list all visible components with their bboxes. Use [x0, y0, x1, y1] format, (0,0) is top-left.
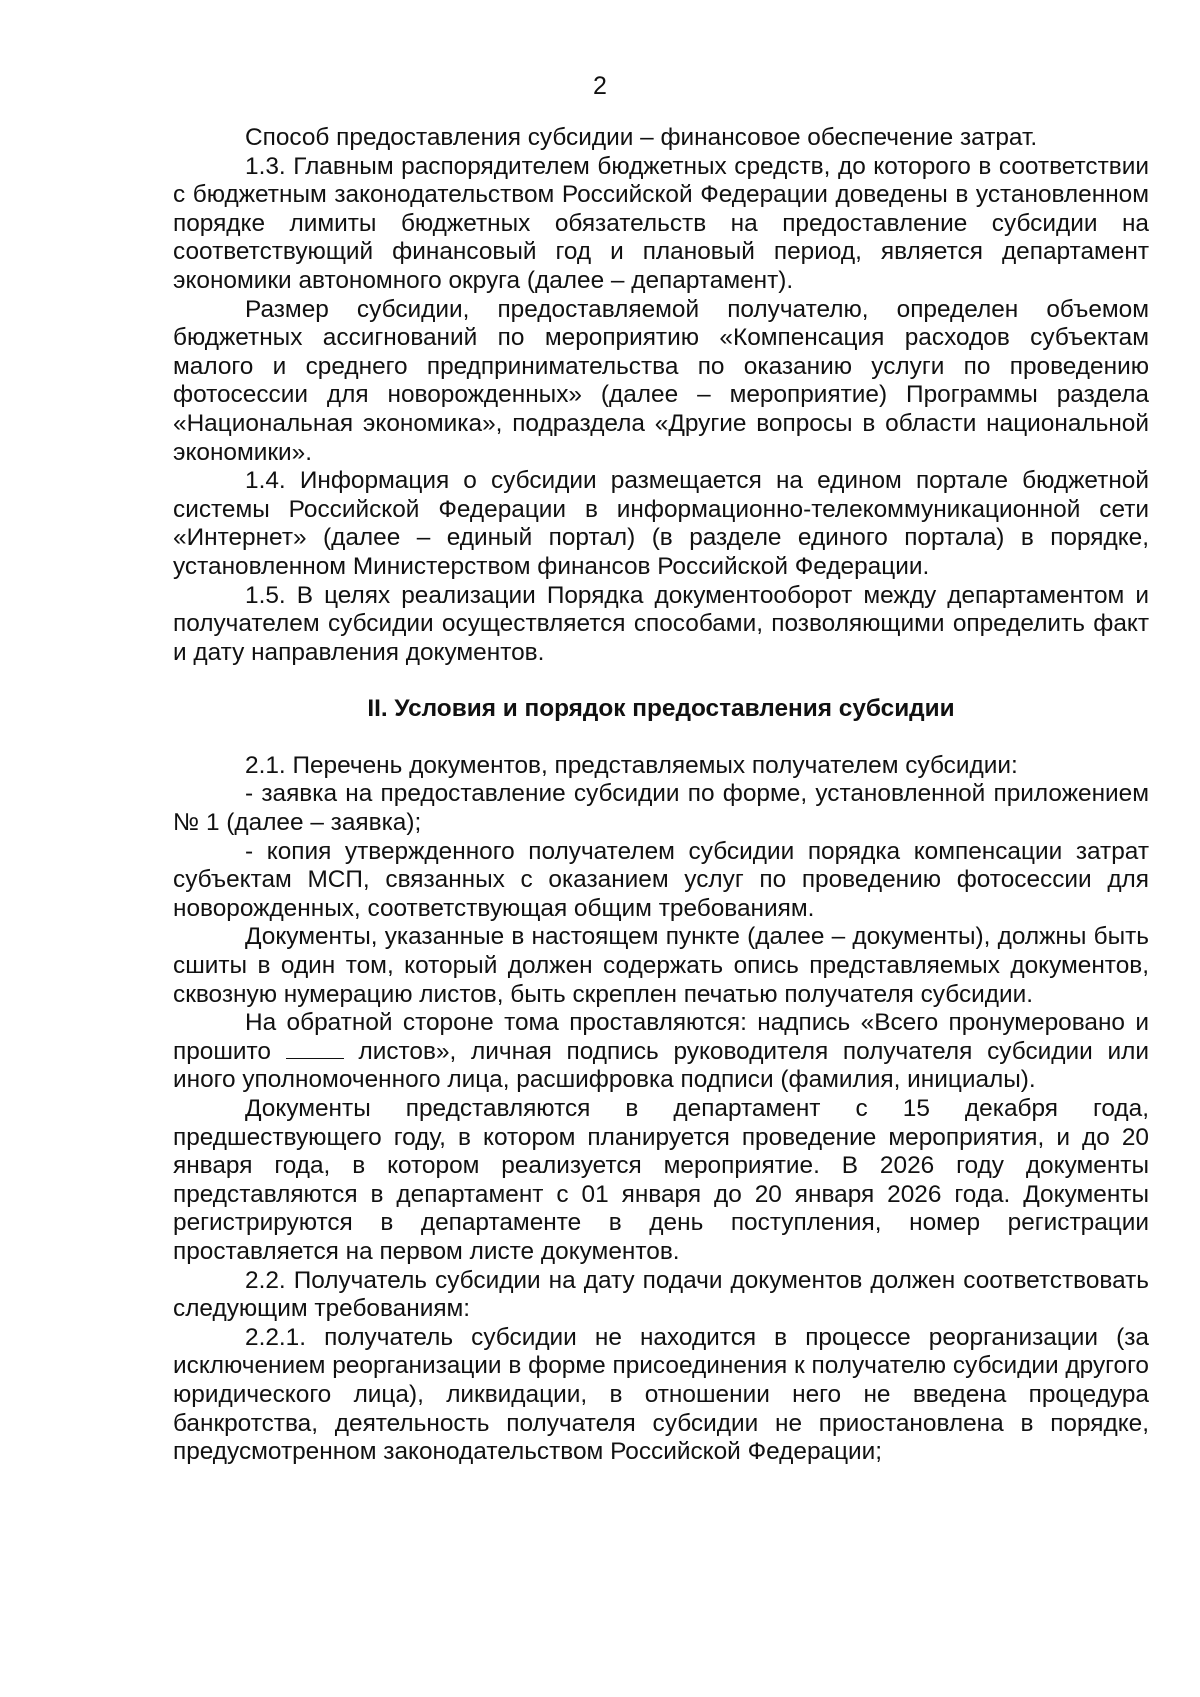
paragraph-1-5: 1.5. В целях реализации Порядка документооборот между департаментом и получателем субсидии осуществляется способами, позволяющими определить факт и дату направления документов. — [173, 581, 1149, 666]
paragraph-method: Способ предоставления субсидии – финансовое обеспечение затрат. — [245, 124, 1038, 151]
paragraph-subsidy-size: Размер субсидии, предоставляемой получателю, определен объемом бюджетных ассигнований по мероприятию «Компенсация расходов субъектам малого и среднего предпринимательства по оказанию услуги по проведению фотосессии для новорожденных» (далее – мероприятие) Программы раздела «Национальная экономика», подраздела «Другие вопросы в области национальной экономики». — [173, 295, 1149, 466]
paragraph-1-4: 1.4. Информация о субсидии размещается на едином портале бюджетной системы Российской Федерации в информационно-телекоммуникационной сети «Интернет» (далее – единый портал) (в разделе единого портала) в порядке, установленном Министерством финансов Российской Федерации. — [173, 467, 1149, 580]
document-body — [173, 124, 1149, 1467]
paragraph-documents-binding: Документы, указанные в настоящем пункте (далее – документы), должны быть сшиты в один том, который должен содержать опись представляемых документов, сквозную нумерацию листов, быть скреплен печатью получателя субсидии. — [173, 923, 1149, 1008]
list-item-application: - заявка на предоставление субсидии по форме, установленной приложением № 1 (далее – заявка); — [173, 780, 1149, 837]
section-heading: II. Условия и порядок предоставления субсидии — [367, 695, 955, 723]
paragraph-back-side — [173, 1009, 1149, 1095]
page-number: 2 — [593, 72, 607, 100]
back-side-text-start: На обратной стороне тома проставляются: надпись «Всего пронумеровано и прошито — [173, 1009, 1149, 1065]
paragraph-2-2-1: 2.2.1. получатель субсидии не находится в процессе реорганизации (за исключением реорганизации в форме присоединения к получателю субсидии другого юридического лица), ликвидации, в отношении него не введена процедура банкротства, деятельность получателя субсидии не приостановлена в порядке, предусмотренном законодательством Российской Федерации; — [173, 1323, 1149, 1466]
paragraph-submission-dates: Документы представляются в департамент с 15 декабря года, предшествующего году, в котором планируется проведение мероприятия, и до 20 января года, в котором реализуется мероприятие. В 2026 году документы представляются в департамент с 01 января до 20 января 2026 года. Документы регистрируются в департаменте в день поступления, номер регистрации проставляется на первом листе документов. — [173, 1095, 1149, 1265]
paragraph-2-1: 2.1. Перечень документов, представляемых получателем субсидии: — [245, 751, 1018, 779]
back-side-text-end: листов», личная подпись руководителя получателя субсидии или иного уполномоченного лица, расшифровка подписи (фамилия, инициалы). — [173, 1037, 1149, 1094]
paragraph-1-3: 1.3. Главным распорядителем бюджетных средств, до которого в соответствии с бюджетным законодательством Российской Федерации доведены в установленном порядке лимиты бюджетных обязательств на предоставление субсидии на соответствующий финансовый год и плановый период, является департамент экономики автономного округа (далее – департамент). — [173, 152, 1149, 294]
paragraph-2-2: 2.2. Получатель субсидии на дату подачи документов должен соответствовать следующим требованиям: — [173, 1266, 1149, 1323]
fill-in-blank-line — [286, 1040, 344, 1059]
list-item-procedure-copy: - копия утвержденного получателем субсидии порядка компенсации затрат субъектам МСП, связанных с оказанием услуг по проведению фотосессии для новорожденных, соответствующая общим требованиям. — [173, 837, 1149, 922]
